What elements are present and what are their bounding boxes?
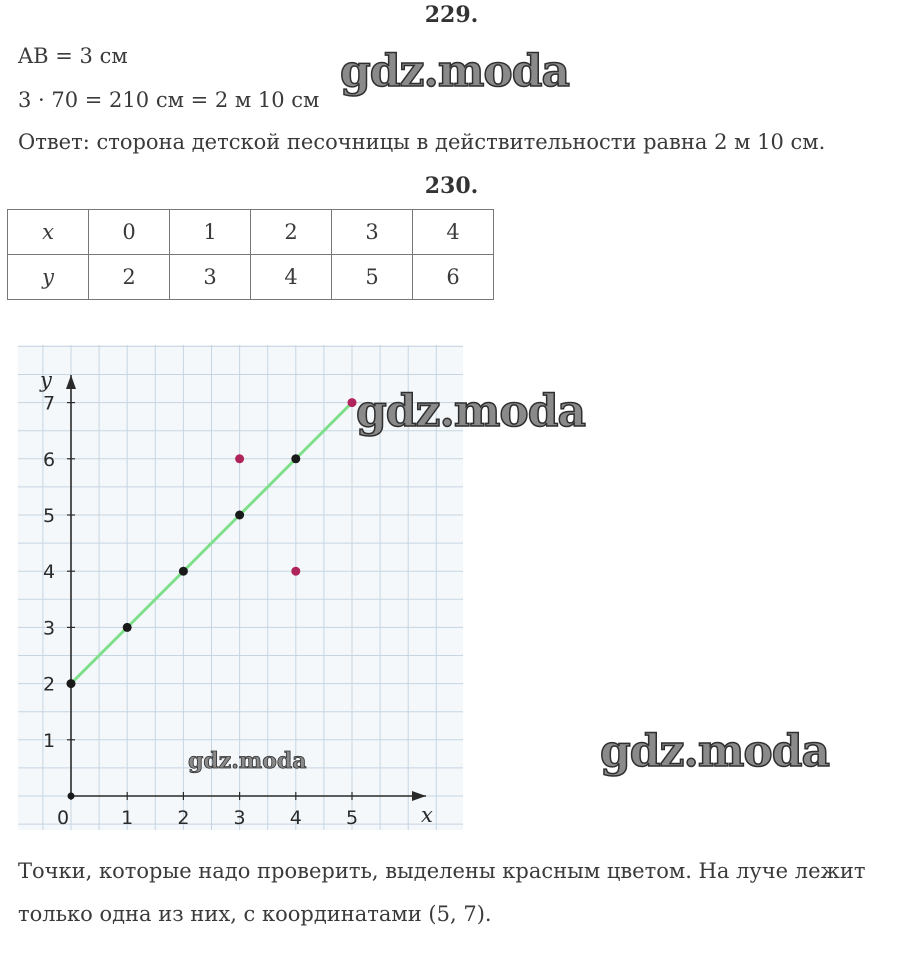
table-x-value: 4	[413, 210, 494, 255]
y-tick-label: 3	[42, 617, 56, 640]
origin-point	[68, 793, 75, 800]
table-x-label: x	[8, 210, 89, 255]
watermark-right: gdz.moda	[600, 726, 830, 777]
x-tick-label: 0	[56, 807, 70, 829]
xy-table	[7, 209, 494, 300]
table-row-x	[8, 210, 494, 255]
data-point	[67, 679, 76, 688]
table-y-value: 6	[413, 255, 494, 300]
data-point	[291, 454, 300, 463]
data-point	[235, 454, 244, 463]
watermark-small: gdz.moda	[188, 748, 307, 774]
x-axis-label: x	[421, 803, 433, 827]
data-point	[179, 567, 188, 576]
y-tick-label: 1	[42, 729, 56, 752]
x-tick-label: 2	[177, 807, 190, 829]
watermark-top: gdz.moda	[340, 46, 570, 97]
task-230-number: 230.	[424, 173, 479, 199]
y-tick-label: 6	[42, 448, 56, 471]
table-x-value: 1	[170, 210, 251, 255]
table-x-value: 3	[332, 210, 413, 255]
table-x-value: 0	[89, 210, 170, 255]
table-row-y	[8, 255, 494, 300]
y-axis-label: y	[40, 368, 52, 392]
table-y-label: y	[8, 255, 89, 300]
x-tick-label: 4	[289, 807, 302, 829]
task-229-answer: Ответ: сторона детской песочницы в действительности равна 2 м 10 см.	[18, 130, 826, 154]
table-y-value: 5	[332, 255, 413, 300]
task-229-line-1: AB = 3 см	[18, 44, 128, 68]
y-tick-label: 4	[42, 561, 56, 584]
task-229-number: 229.	[424, 2, 479, 28]
watermark-graph: gdz.moda	[356, 386, 586, 437]
table-x-value: 2	[251, 210, 332, 255]
data-point	[291, 567, 300, 576]
x-tick-label: 5	[345, 807, 359, 829]
data-point	[235, 511, 244, 520]
y-tick-label: 7	[42, 392, 56, 415]
table-y-value: 3	[170, 255, 251, 300]
x-tick-label: 1	[121, 807, 134, 829]
table-y-value: 4	[251, 255, 332, 300]
table-y-value: 2	[89, 255, 170, 300]
y-tick-label: 5	[42, 505, 56, 527]
task-229-line-2: 3 · 70 = 210 см = 2 м 10 см	[18, 88, 320, 112]
task-230-conclusion: Точки, которые надо проверить, выделены красным цветом. На луче лежит только одна из них, с координатами (5, 7).	[18, 859, 866, 926]
x-tick-label: 3	[233, 807, 246, 829]
y-tick-label: 2	[42, 673, 56, 696]
data-point	[123, 623, 132, 632]
